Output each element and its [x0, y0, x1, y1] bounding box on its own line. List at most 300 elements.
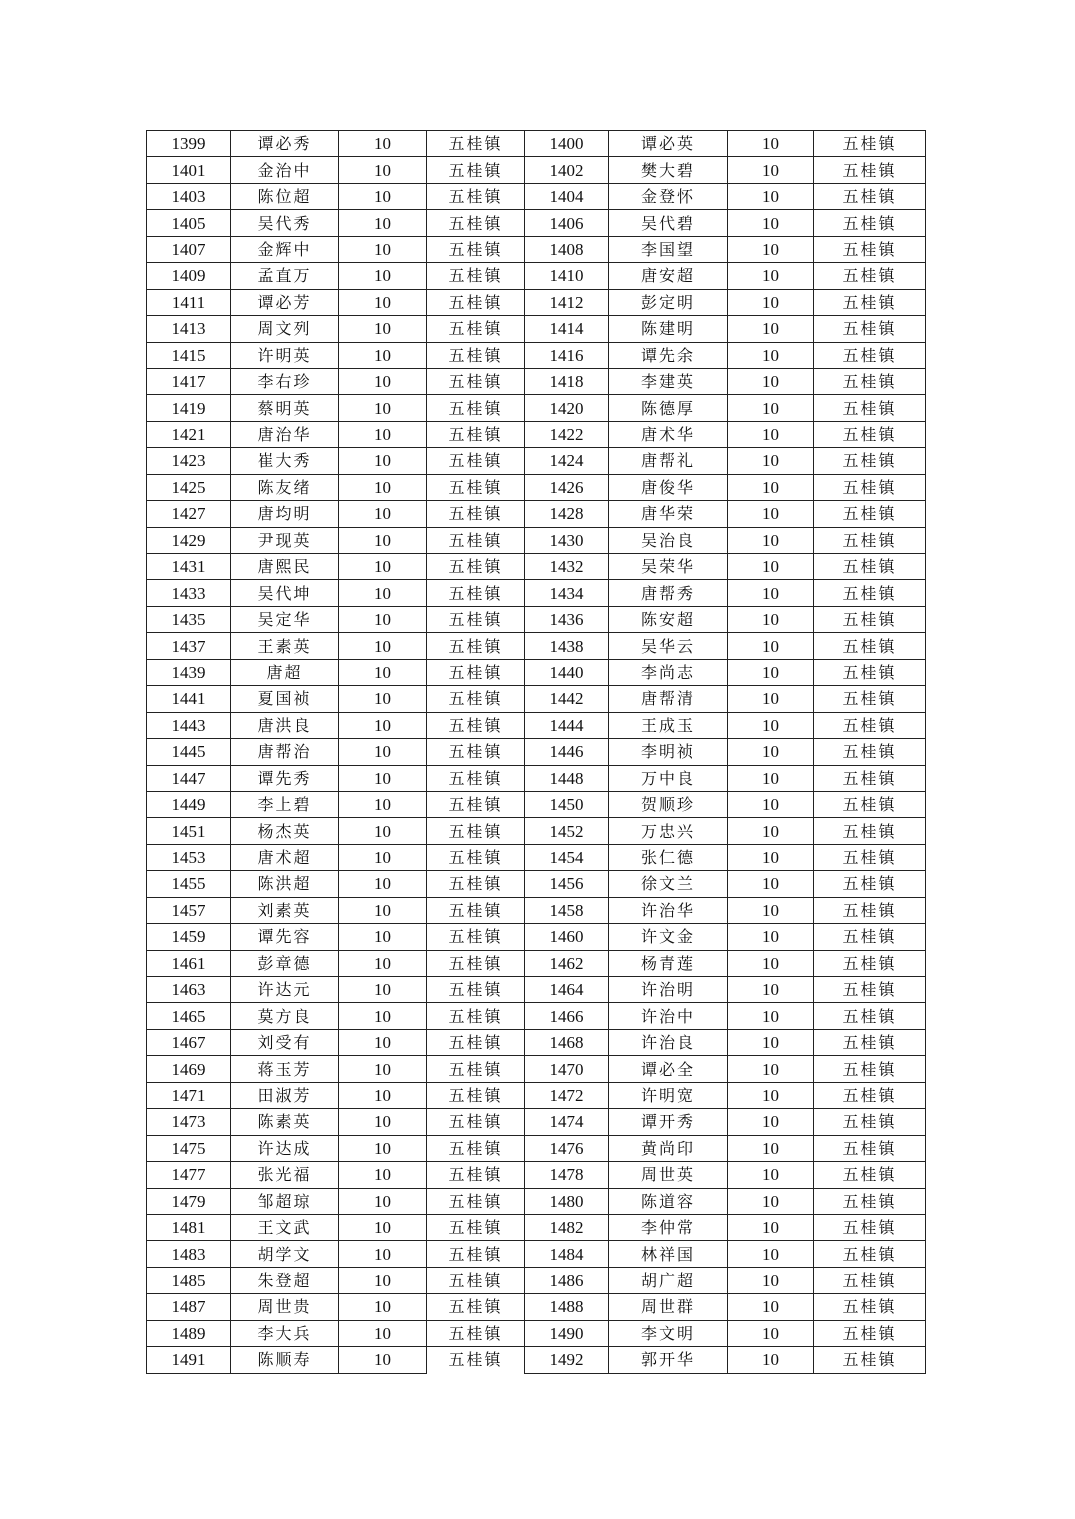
left-town-name: 五桂镇	[427, 183, 525, 209]
right-record-number: 1434	[525, 580, 609, 606]
right-town-name: 五桂镇	[814, 580, 926, 606]
left-town-name: 五桂镇	[427, 1109, 525, 1135]
left-town-name: 五桂镇	[427, 1267, 525, 1293]
table-row	[147, 1347, 926, 1373]
right-record-number: 1436	[525, 606, 609, 632]
left-town-name: 五桂镇	[427, 316, 525, 342]
right-person-name: 唐俊华	[609, 474, 728, 500]
left-record-number: 1475	[147, 1135, 231, 1161]
left-record-number: 1399	[147, 131, 231, 157]
left-amount: 10	[339, 765, 427, 791]
right-town-name: 五桂镇	[814, 659, 926, 685]
left-amount: 10	[339, 1241, 427, 1267]
right-person-name: 李尚志	[609, 659, 728, 685]
right-town-name: 五桂镇	[814, 844, 926, 870]
right-amount: 10	[728, 474, 814, 500]
left-person-name: 李大兵	[231, 1320, 339, 1346]
left-record-number: 1409	[147, 263, 231, 289]
table-row	[147, 263, 926, 289]
left-record-number: 1439	[147, 659, 231, 685]
right-person-name: 唐帮秀	[609, 580, 728, 606]
right-town-name: 五桂镇	[814, 316, 926, 342]
right-person-name: 贺顺珍	[609, 791, 728, 817]
left-amount: 10	[339, 263, 427, 289]
left-amount: 10	[339, 1056, 427, 1082]
left-record-number: 1403	[147, 183, 231, 209]
table-row	[147, 554, 926, 580]
left-record-number: 1481	[147, 1214, 231, 1240]
left-town-name: 五桂镇	[427, 263, 525, 289]
right-person-name: 李仲常	[609, 1214, 728, 1240]
right-record-number: 1422	[525, 421, 609, 447]
left-record-number: 1469	[147, 1056, 231, 1082]
left-amount: 10	[339, 1188, 427, 1214]
left-town-name: 五桂镇	[427, 897, 525, 923]
right-amount: 10	[728, 448, 814, 474]
left-town-name: 五桂镇	[427, 686, 525, 712]
right-amount: 10	[728, 791, 814, 817]
right-record-number: 1440	[525, 659, 609, 685]
left-town-name: 五桂镇	[427, 606, 525, 632]
left-amount: 10	[339, 633, 427, 659]
right-person-name: 许治华	[609, 897, 728, 923]
right-amount: 10	[728, 1029, 814, 1055]
right-amount: 10	[728, 527, 814, 553]
right-record-number: 1442	[525, 686, 609, 712]
left-person-name: 谭先秀	[231, 765, 339, 791]
right-record-number: 1460	[525, 924, 609, 950]
right-person-name: 许治中	[609, 1003, 728, 1029]
left-town-name: 五桂镇	[427, 871, 525, 897]
right-record-number: 1418	[525, 368, 609, 394]
left-town-name: 五桂镇	[427, 818, 525, 844]
left-town-name: 五桂镇	[427, 712, 525, 738]
left-person-name: 刘素英	[231, 897, 339, 923]
right-town-name: 五桂镇	[814, 1188, 926, 1214]
left-town-name: 五桂镇	[427, 1135, 525, 1161]
left-person-name: 尹现英	[231, 527, 339, 553]
right-town-name: 五桂镇	[814, 633, 926, 659]
right-person-name: 唐术华	[609, 421, 728, 447]
table-row	[147, 950, 926, 976]
right-town-name: 五桂镇	[814, 686, 926, 712]
table-row	[147, 342, 926, 368]
right-person-name: 李建英	[609, 368, 728, 394]
left-record-number: 1411	[147, 289, 231, 315]
left-record-number: 1421	[147, 421, 231, 447]
right-amount: 10	[728, 157, 814, 183]
left-person-name: 唐均明	[231, 501, 339, 527]
right-record-number: 1408	[525, 236, 609, 262]
right-record-number: 1450	[525, 791, 609, 817]
left-person-name: 李右珍	[231, 368, 339, 394]
right-record-number: 1400	[525, 131, 609, 157]
right-record-number: 1466	[525, 1003, 609, 1029]
right-town-name: 五桂镇	[814, 501, 926, 527]
right-record-number: 1454	[525, 844, 609, 870]
right-amount: 10	[728, 1267, 814, 1293]
left-amount: 10	[339, 474, 427, 500]
right-person-name: 谭开秀	[609, 1109, 728, 1135]
left-person-name: 胡学文	[231, 1241, 339, 1267]
left-person-name: 许达元	[231, 977, 339, 1003]
left-person-name: 许达成	[231, 1135, 339, 1161]
left-amount: 10	[339, 1109, 427, 1135]
right-town-name: 五桂镇	[814, 1320, 926, 1346]
left-record-number: 1405	[147, 210, 231, 236]
left-town-name: 五桂镇	[427, 924, 525, 950]
left-record-number: 1443	[147, 712, 231, 738]
left-town-name: 五桂镇	[427, 289, 525, 315]
right-record-number: 1464	[525, 977, 609, 1003]
right-record-number: 1474	[525, 1109, 609, 1135]
right-town-name: 五桂镇	[814, 157, 926, 183]
left-person-name: 周世贵	[231, 1294, 339, 1320]
right-person-name: 许治良	[609, 1029, 728, 1055]
left-amount: 10	[339, 448, 427, 474]
left-amount: 10	[339, 395, 427, 421]
right-amount: 10	[728, 1082, 814, 1108]
left-person-name: 谭必芳	[231, 289, 339, 315]
table-row	[147, 1029, 926, 1055]
left-record-number: 1415	[147, 342, 231, 368]
table-row	[147, 818, 926, 844]
table-row	[147, 977, 926, 1003]
table-row	[147, 1003, 926, 1029]
right-record-number: 1410	[525, 263, 609, 289]
left-town-name: 五桂镇	[427, 421, 525, 447]
left-amount: 10	[339, 686, 427, 712]
right-person-name: 陈安超	[609, 606, 728, 632]
right-person-name: 许明宽	[609, 1082, 728, 1108]
table-row	[147, 712, 926, 738]
left-town-name: 五桂镇	[427, 1347, 525, 1373]
left-amount: 10	[339, 712, 427, 738]
right-town-name: 五桂镇	[814, 950, 926, 976]
table-row	[147, 659, 926, 685]
right-amount: 10	[728, 236, 814, 262]
left-record-number: 1441	[147, 686, 231, 712]
right-record-number: 1458	[525, 897, 609, 923]
right-person-name: 周世群	[609, 1294, 728, 1320]
right-amount: 10	[728, 844, 814, 870]
left-person-name: 莫方良	[231, 1003, 339, 1029]
right-amount: 10	[728, 1241, 814, 1267]
table-row	[147, 1056, 926, 1082]
left-person-name: 朱登超	[231, 1267, 339, 1293]
right-amount: 10	[728, 421, 814, 447]
table-row	[147, 183, 926, 209]
left-town-name: 五桂镇	[427, 1003, 525, 1029]
right-amount: 10	[728, 950, 814, 976]
left-amount: 10	[339, 1135, 427, 1161]
left-person-name: 陈素英	[231, 1109, 339, 1135]
right-person-name: 陈建明	[609, 316, 728, 342]
left-record-number: 1431	[147, 554, 231, 580]
right-person-name: 王成玉	[609, 712, 728, 738]
left-person-name: 蔡明英	[231, 395, 339, 421]
left-town-name: 五桂镇	[427, 210, 525, 236]
right-amount: 10	[728, 210, 814, 236]
right-amount: 10	[728, 871, 814, 897]
right-town-name: 五桂镇	[814, 368, 926, 394]
left-record-number: 1429	[147, 527, 231, 553]
left-person-name: 陈顺寿	[231, 1347, 339, 1373]
right-amount: 10	[728, 395, 814, 421]
table-row	[147, 527, 926, 553]
right-amount: 10	[728, 501, 814, 527]
right-town-name: 五桂镇	[814, 1214, 926, 1240]
left-record-number: 1455	[147, 871, 231, 897]
left-record-number: 1425	[147, 474, 231, 500]
left-record-number: 1407	[147, 236, 231, 262]
right-person-name: 林祥国	[609, 1241, 728, 1267]
right-record-number: 1420	[525, 395, 609, 421]
right-person-name: 许文金	[609, 924, 728, 950]
right-person-name: 唐安超	[609, 263, 728, 289]
left-amount: 10	[339, 1003, 427, 1029]
right-record-number: 1444	[525, 712, 609, 738]
left-person-name: 彭章德	[231, 950, 339, 976]
table-row	[147, 501, 926, 527]
right-town-name: 五桂镇	[814, 131, 926, 157]
table-row	[147, 157, 926, 183]
right-person-name: 谭先余	[609, 342, 728, 368]
table-row	[147, 395, 926, 421]
left-person-name: 崔大秀	[231, 448, 339, 474]
right-amount: 10	[728, 342, 814, 368]
left-amount: 10	[339, 977, 427, 1003]
left-person-name: 陈友绪	[231, 474, 339, 500]
left-record-number: 1463	[147, 977, 231, 1003]
left-person-name: 吴代秀	[231, 210, 339, 236]
left-town-name: 五桂镇	[427, 131, 525, 157]
right-amount: 10	[728, 1162, 814, 1188]
right-town-name: 五桂镇	[814, 1135, 926, 1161]
left-person-name: 许明英	[231, 342, 339, 368]
left-record-number: 1459	[147, 924, 231, 950]
left-person-name: 吴代坤	[231, 580, 339, 606]
left-person-name: 王文武	[231, 1214, 339, 1240]
left-town-name: 五桂镇	[427, 633, 525, 659]
left-record-number: 1485	[147, 1267, 231, 1293]
right-town-name: 五桂镇	[814, 871, 926, 897]
left-amount: 10	[339, 157, 427, 183]
left-town-name: 五桂镇	[427, 765, 525, 791]
right-record-number: 1412	[525, 289, 609, 315]
left-town-name: 五桂镇	[427, 474, 525, 500]
left-town-name: 五桂镇	[427, 527, 525, 553]
right-town-name: 五桂镇	[814, 818, 926, 844]
right-town-name: 五桂镇	[814, 765, 926, 791]
right-town-name: 五桂镇	[814, 712, 926, 738]
right-amount: 10	[728, 289, 814, 315]
left-amount: 10	[339, 844, 427, 870]
left-person-name: 唐超	[231, 659, 339, 685]
left-town-name: 五桂镇	[427, 554, 525, 580]
left-town-name: 五桂镇	[427, 501, 525, 527]
right-amount: 10	[728, 977, 814, 1003]
right-amount: 10	[728, 897, 814, 923]
left-person-name: 杨杰英	[231, 818, 339, 844]
right-person-name: 张仁德	[609, 844, 728, 870]
table-row	[147, 897, 926, 923]
table-row	[147, 1188, 926, 1214]
right-town-name: 五桂镇	[814, 606, 926, 632]
right-town-name: 五桂镇	[814, 342, 926, 368]
right-record-number: 1462	[525, 950, 609, 976]
table-row	[147, 368, 926, 394]
left-record-number: 1467	[147, 1029, 231, 1055]
right-town-name: 五桂镇	[814, 210, 926, 236]
left-record-number: 1489	[147, 1320, 231, 1346]
left-town-name: 五桂镇	[427, 791, 525, 817]
left-town-name: 五桂镇	[427, 448, 525, 474]
right-amount: 10	[728, 712, 814, 738]
right-record-number: 1452	[525, 818, 609, 844]
right-town-name: 五桂镇	[814, 1109, 926, 1135]
table-row	[147, 580, 926, 606]
right-record-number: 1480	[525, 1188, 609, 1214]
left-town-name: 五桂镇	[427, 1294, 525, 1320]
left-person-name: 谭先容	[231, 924, 339, 950]
right-amount: 10	[728, 580, 814, 606]
left-amount: 10	[339, 289, 427, 315]
left-person-name: 唐术超	[231, 844, 339, 870]
right-person-name: 唐帮清	[609, 686, 728, 712]
right-person-name: 吴华云	[609, 633, 728, 659]
left-record-number: 1473	[147, 1109, 231, 1135]
left-person-name: 夏国祯	[231, 686, 339, 712]
right-amount: 10	[728, 316, 814, 342]
right-amount: 10	[728, 1109, 814, 1135]
table-row	[147, 686, 926, 712]
table-row	[147, 1214, 926, 1240]
right-record-number: 1446	[525, 739, 609, 765]
right-record-number: 1484	[525, 1241, 609, 1267]
table-row	[147, 1294, 926, 1320]
left-record-number: 1437	[147, 633, 231, 659]
right-town-name: 五桂镇	[814, 791, 926, 817]
left-record-number: 1471	[147, 1082, 231, 1108]
left-person-name: 李上碧	[231, 791, 339, 817]
right-record-number: 1482	[525, 1214, 609, 1240]
right-record-number: 1478	[525, 1162, 609, 1188]
left-amount: 10	[339, 818, 427, 844]
right-record-number: 1470	[525, 1056, 609, 1082]
table-row	[147, 1109, 926, 1135]
left-amount: 10	[339, 1267, 427, 1293]
left-person-name: 唐帮治	[231, 739, 339, 765]
right-amount: 10	[728, 183, 814, 209]
left-person-name: 金辉中	[231, 236, 339, 262]
right-town-name: 五桂镇	[814, 1003, 926, 1029]
table-row	[147, 316, 926, 342]
left-amount: 10	[339, 554, 427, 580]
right-record-number: 1406	[525, 210, 609, 236]
left-person-name: 谭必秀	[231, 131, 339, 157]
left-town-name: 五桂镇	[427, 395, 525, 421]
left-amount: 10	[339, 739, 427, 765]
left-record-number: 1465	[147, 1003, 231, 1029]
right-record-number: 1448	[525, 765, 609, 791]
left-town-name: 五桂镇	[427, 659, 525, 685]
left-record-number: 1449	[147, 791, 231, 817]
left-person-name: 唐洪良	[231, 712, 339, 738]
right-person-name: 彭定明	[609, 289, 728, 315]
table-row	[147, 236, 926, 262]
right-record-number: 1486	[525, 1267, 609, 1293]
right-town-name: 五桂镇	[814, 263, 926, 289]
left-town-name: 五桂镇	[427, 1029, 525, 1055]
left-record-number: 1433	[147, 580, 231, 606]
right-town-name: 五桂镇	[814, 1267, 926, 1293]
left-amount: 10	[339, 1214, 427, 1240]
left-amount: 10	[339, 1294, 427, 1320]
left-town-name: 五桂镇	[427, 739, 525, 765]
records-table	[146, 130, 926, 1374]
right-person-name: 杨青莲	[609, 950, 728, 976]
left-person-name: 邹超琼	[231, 1188, 339, 1214]
left-person-name: 周文列	[231, 316, 339, 342]
right-person-name: 吴代碧	[609, 210, 728, 236]
right-person-name: 李国望	[609, 236, 728, 262]
right-amount: 10	[728, 1003, 814, 1029]
right-town-name: 五桂镇	[814, 448, 926, 474]
right-record-number: 1492	[525, 1347, 609, 1373]
right-amount: 10	[728, 1188, 814, 1214]
left-person-name: 唐治华	[231, 421, 339, 447]
left-town-name: 五桂镇	[427, 1320, 525, 1346]
left-amount: 10	[339, 342, 427, 368]
right-record-number: 1488	[525, 1294, 609, 1320]
right-record-number: 1402	[525, 157, 609, 183]
left-record-number: 1461	[147, 950, 231, 976]
right-amount: 10	[728, 368, 814, 394]
right-town-name: 五桂镇	[814, 183, 926, 209]
left-amount: 10	[339, 368, 427, 394]
table-row	[147, 871, 926, 897]
right-town-name: 五桂镇	[814, 977, 926, 1003]
left-town-name: 五桂镇	[427, 157, 525, 183]
right-town-name: 五桂镇	[814, 1082, 926, 1108]
table-body	[147, 131, 926, 1374]
table-row	[147, 1320, 926, 1346]
left-record-number: 1453	[147, 844, 231, 870]
left-amount: 10	[339, 897, 427, 923]
table-row	[147, 448, 926, 474]
right-town-name: 五桂镇	[814, 1056, 926, 1082]
left-town-name: 五桂镇	[427, 580, 525, 606]
left-person-name: 王素英	[231, 633, 339, 659]
table-row	[147, 1082, 926, 1108]
right-person-name: 黄尚印	[609, 1135, 728, 1161]
right-person-name: 吴荣华	[609, 554, 728, 580]
left-town-name: 五桂镇	[427, 1214, 525, 1240]
left-person-name: 陈位超	[231, 183, 339, 209]
left-person-name: 田淑芳	[231, 1082, 339, 1108]
right-record-number: 1490	[525, 1320, 609, 1346]
right-town-name: 五桂镇	[814, 421, 926, 447]
right-person-name: 周世英	[609, 1162, 728, 1188]
right-record-number: 1432	[525, 554, 609, 580]
left-record-number: 1483	[147, 1241, 231, 1267]
table-row	[147, 1135, 926, 1161]
right-record-number: 1468	[525, 1029, 609, 1055]
right-person-name: 徐文兰	[609, 871, 728, 897]
left-town-name: 五桂镇	[427, 1188, 525, 1214]
right-person-name: 李明祯	[609, 739, 728, 765]
